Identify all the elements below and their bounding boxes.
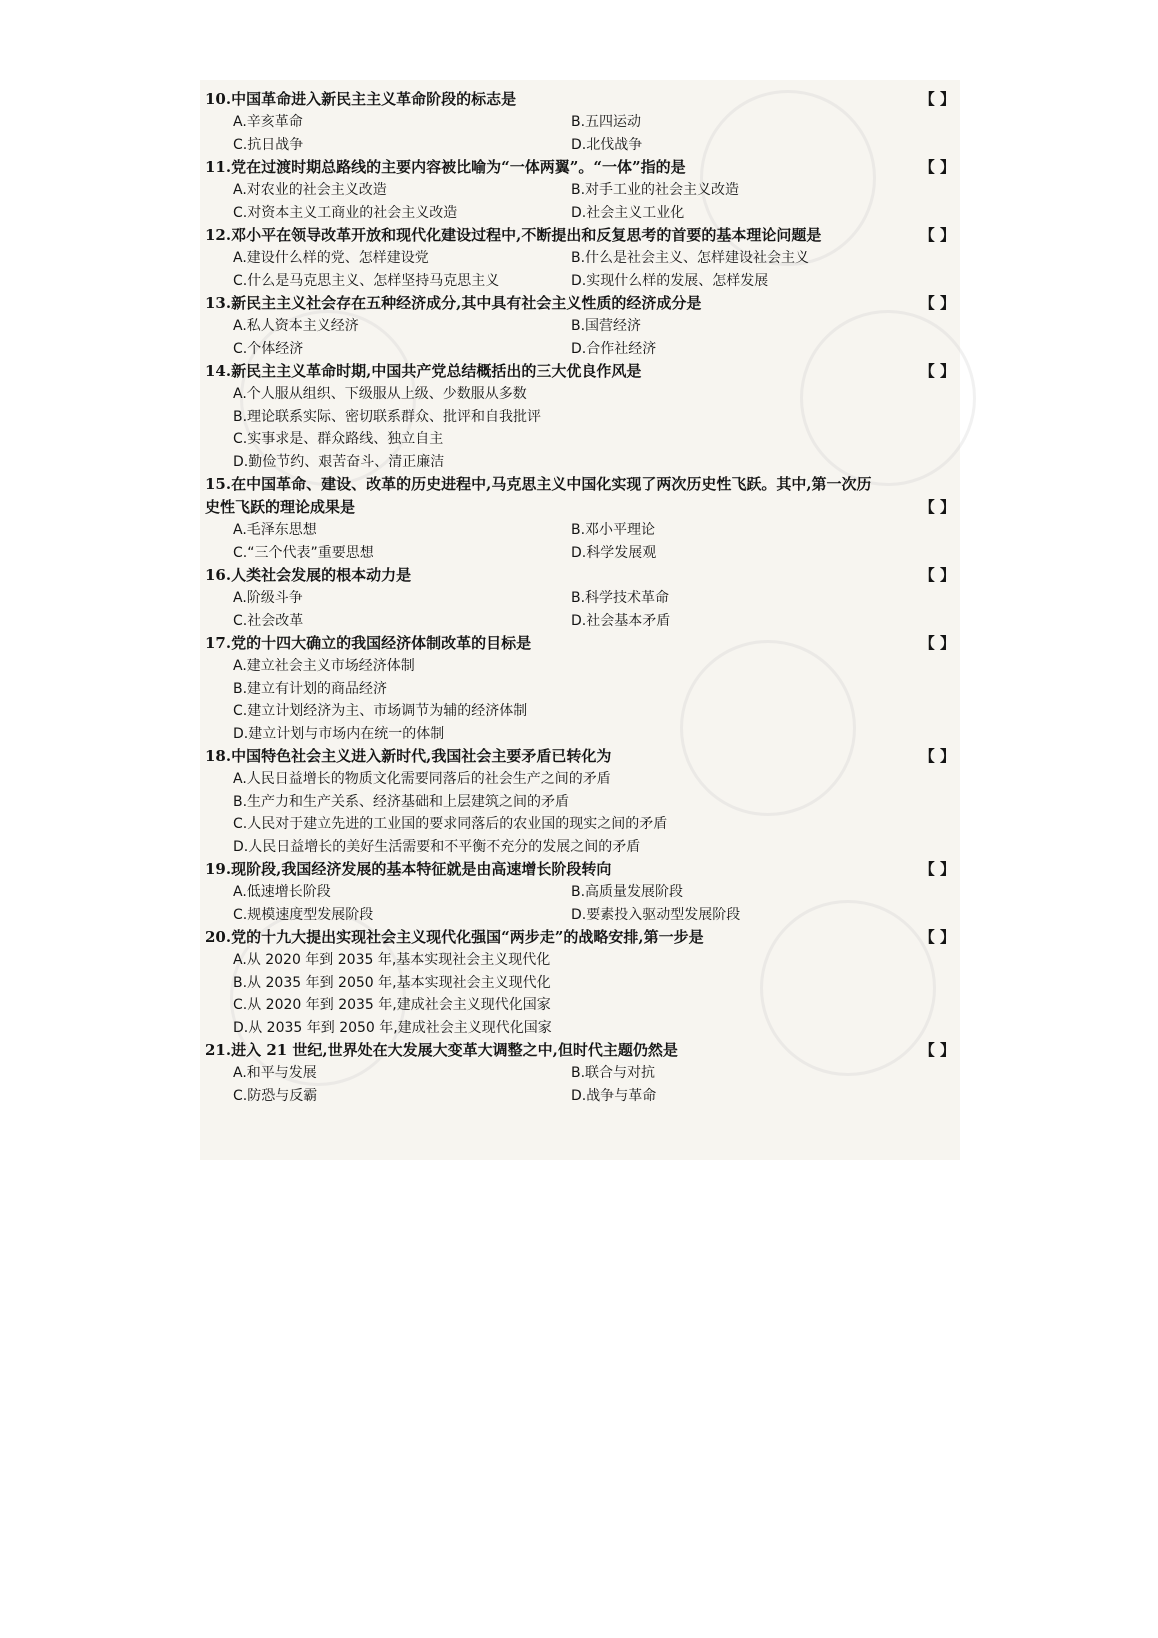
answer-option[interactable]: B.对手工业的社会主义改造 — [571, 182, 740, 198]
answer-option[interactable]: D.从 2035 年到 2050 年,建成社会主义现代化国家 — [233, 1019, 552, 1036]
option-group — [205, 179, 955, 224]
option-group — [205, 383, 955, 473]
answer-bracket[interactable]: 【 】 — [919, 226, 955, 244]
answer-option[interactable]: A.和平与发展 — [233, 1065, 317, 1081]
answer-option[interactable]: C.对资本主义工商业的社会主义改造 — [233, 204, 458, 221]
answer-bracket[interactable]: 【 】 — [919, 860, 955, 878]
option-group — [205, 519, 955, 564]
answer-option[interactable]: D.合作社经济 — [571, 340, 657, 357]
answer-option[interactable]: B.什么是社会主义、怎样建设社会主义 — [571, 250, 810, 266]
answer-option[interactable]: B.理论联系实际、密切联系群众、批评和自我批评 — [233, 408, 542, 425]
answer-option[interactable]: C.防恐与反霸 — [233, 1087, 318, 1104]
answer-option[interactable]: A.对农业的社会主义改造 — [233, 182, 387, 198]
answer-option[interactable]: D.实现什么样的发展、怎样发展 — [571, 272, 769, 289]
answer-bracket[interactable]: 【 】 — [919, 90, 955, 108]
question-stem: 15.在中国革命、建设、改革的历史进程中,马克思主义中国化实现了两次历史性飞跃。其中,第一次历史性飞跃的理论成果是 — [205, 475, 872, 516]
option-row — [233, 881, 955, 904]
answer-option[interactable]: C.规模速度型发展阶段 — [233, 906, 374, 923]
answer-option[interactable]: A.人民日益增长的物质文化需要同落后的社会生产之间的矛盾 — [233, 771, 611, 787]
option-group — [205, 1062, 955, 1107]
question-stem: 16.人类社会发展的根本动力是 — [205, 566, 412, 584]
option-group — [205, 949, 955, 1039]
option-row — [233, 338, 955, 361]
answer-option[interactable]: B.五四运动 — [571, 114, 642, 130]
answer-bracket[interactable]: 【 】 — [919, 294, 955, 312]
question-13 — [205, 292, 955, 360]
answer-option[interactable]: D.勤俭节约、艰苦奋斗、清正廉洁 — [233, 453, 445, 470]
answer-bracket[interactable]: 【 】 — [919, 566, 955, 584]
option-row — [233, 610, 955, 633]
answer-option[interactable]: C.从 2020 年到 2035 年,建成社会主义现代化国家 — [233, 997, 551, 1013]
question-stem: 10.中国革命进入新民主主义革命阶段的标志是 — [205, 90, 517, 108]
option-group — [205, 315, 955, 360]
option-row — [233, 247, 955, 270]
question-10 — [205, 88, 955, 156]
option-row — [233, 1085, 955, 1108]
question-stem: 21.进入 21 世纪,世界处在大发展大变革大调整之中,但时代主题仍然是 — [205, 1041, 678, 1059]
answer-option[interactable]: B.科学技术革命 — [571, 590, 670, 606]
option-group — [205, 768, 955, 858]
question-16 — [205, 564, 955, 632]
question-15 — [205, 473, 955, 564]
answer-bracket[interactable]: 【 】 — [919, 158, 955, 176]
answer-option[interactable]: A.私人资本主义经济 — [233, 318, 359, 334]
answer-option[interactable]: A.辛亥革命 — [233, 114, 303, 130]
answer-bracket[interactable]: 【 】 — [919, 747, 955, 765]
answer-option[interactable]: D.战争与革命 — [571, 1087, 657, 1104]
answer-option[interactable]: D.科学发展观 — [571, 544, 657, 561]
option-row — [233, 270, 955, 293]
answer-option[interactable]: A.建设什么样的党、怎样建设党 — [233, 250, 429, 266]
answer-bracket[interactable]: 【 】 — [919, 1041, 955, 1059]
answer-bracket[interactable]: 【 】 — [919, 928, 955, 946]
answer-option[interactable]: A.低速增长阶段 — [233, 884, 331, 900]
answer-option[interactable]: C.实事求是、群众路线、独立自主 — [233, 431, 444, 447]
question-stem: 12.邓小平在领导改革开放和现代化建设过程中,不断提出和反复思考的首要的基本理论问题是 — [205, 226, 822, 244]
answer-option[interactable]: D.北伐战争 — [571, 136, 643, 153]
question-stem: 11.党在过渡时期总路线的主要内容被比喻为“一体两翼”。“一体”指的是 — [205, 158, 686, 176]
answer-option[interactable]: B.从 2035 年到 2050 年,基本实现社会主义现代化 — [233, 974, 551, 991]
answer-option[interactable]: D.建立计划与市场内在统一的体制 — [233, 725, 445, 742]
option-row — [233, 587, 955, 610]
answer-option[interactable]: C.抗日战争 — [233, 136, 304, 153]
option-row — [233, 179, 955, 202]
answer-option[interactable]: C.什么是马克思主义、怎样坚持马克思主义 — [233, 272, 500, 289]
question-14 — [205, 360, 955, 473]
option-group — [205, 655, 955, 745]
answer-option[interactable]: A.建立社会主义市场经济体制 — [233, 658, 415, 674]
option-row — [233, 1062, 955, 1085]
answer-option[interactable]: C.“三个代表”重要思想 — [233, 544, 374, 561]
answer-option[interactable]: D.社会主义工业化 — [571, 204, 685, 221]
option-group — [205, 111, 955, 156]
answer-option[interactable]: B.生产力和生产关系、经济基础和上层建筑之间的矛盾 — [233, 793, 570, 810]
question-17 — [205, 632, 955, 745]
answer-option[interactable]: D.要素投入驱动型发展阶段 — [571, 906, 741, 923]
question-18 — [205, 745, 955, 858]
option-row — [233, 202, 955, 225]
option-row — [233, 111, 955, 134]
answer-option[interactable]: A.阶级斗争 — [233, 590, 303, 606]
question-20 — [205, 926, 955, 1039]
answer-option[interactable]: C.社会改革 — [233, 612, 304, 629]
answer-option[interactable]: B.建立有计划的商品经济 — [233, 680, 388, 697]
answer-option[interactable]: B.国营经济 — [571, 318, 642, 334]
answer-bracket[interactable]: 【 】 — [919, 362, 955, 380]
question-stem: 17.党的十四大确立的我国经济体制改革的目标是 — [205, 634, 532, 652]
question-stem: 14.新民主主义革命时期,中国共产党总结概括出的三大优良作风是 — [205, 362, 642, 380]
option-row — [233, 904, 955, 927]
question-stem: 18.中国特色社会主义进入新时代,我国社会主要矛盾已转化为 — [205, 747, 612, 765]
question-19 — [205, 858, 955, 926]
option-group — [205, 247, 955, 292]
question-11 — [205, 156, 955, 224]
option-row — [233, 315, 955, 338]
question-stem: 19.现阶段,我国经济发展的基本特征就是由高速增长阶段转向 — [205, 860, 612, 878]
answer-option[interactable]: D.社会基本矛盾 — [571, 612, 671, 629]
option-row — [233, 542, 955, 565]
option-row — [233, 134, 955, 157]
option-group — [205, 881, 955, 926]
answer-bracket[interactable]: 【 】 — [919, 498, 955, 516]
question-list — [205, 88, 955, 1107]
option-row — [233, 519, 955, 542]
answer-option[interactable]: A.从 2020 年到 2035 年,基本实现社会主义现代化 — [233, 952, 551, 968]
question-21 — [205, 1039, 955, 1107]
answer-option[interactable]: B.联合与对抗 — [571, 1065, 656, 1081]
question-12 — [205, 224, 955, 292]
question-stem: 13.新民主主义社会存在五种经济成分,其中具有社会主义性质的经济成分是 — [205, 294, 702, 312]
answer-option[interactable]: B.邓小平理论 — [571, 522, 656, 538]
answer-option[interactable]: C.个体经济 — [233, 340, 304, 357]
answer-option[interactable]: A.毛泽东思想 — [233, 522, 317, 538]
answer-option[interactable]: C.建立计划经济为主、市场调节为辅的经济体制 — [233, 703, 528, 719]
option-group — [205, 587, 955, 632]
answer-option[interactable]: C.人民对于建立先进的工业国的要求同落后的农业国的现实之间的矛盾 — [233, 816, 668, 832]
answer-option[interactable]: B.高质量发展阶段 — [571, 884, 684, 900]
answer-option[interactable]: A.个人服从组织、下级服从上级、少数服从多数 — [233, 386, 527, 402]
answer-option[interactable]: D.人民日益增长的美好生活需要和不平衡不充分的发展之间的矛盾 — [233, 838, 641, 855]
answer-bracket[interactable]: 【 】 — [919, 634, 955, 652]
question-stem: 20.党的十九大提出实现社会主义现代化强国“两步走”的战略安排,第一步是 — [205, 928, 704, 946]
